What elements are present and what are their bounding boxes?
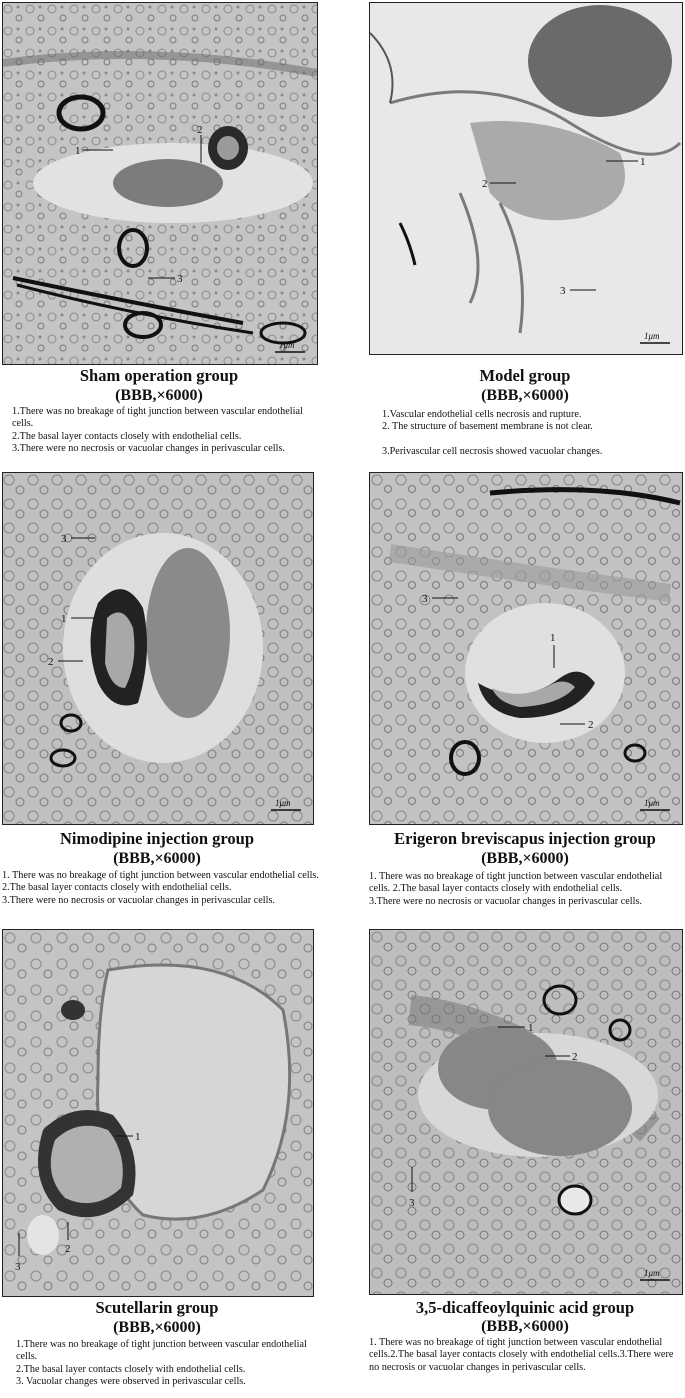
panel-title-scutellarin: Scutellarin group <box>95 1298 219 1317</box>
note-1: 1.There was no breakage of tight junction between vascular endothelial cells. <box>12 406 303 430</box>
panel-title-nimodipine: Nimodipine injection group <box>59 829 255 848</box>
note-1: 1.Vascular endothelial cells necrosis and rupture. <box>382 409 582 420</box>
marker-1: 1 <box>528 1022 534 1034</box>
panel-subtitle-dicaffeoylquinic: (BBB,×6000) <box>481 1318 569 1335</box>
scale-bar-label: 1μm <box>275 798 291 808</box>
micrograph-model <box>369 2 683 355</box>
micrograph-scutellarin <box>2 929 314 1297</box>
note-3: 3. Vacuolar changes were observed in perivascular cells. <box>16 1376 246 1388</box>
marker-2: 2 <box>65 1243 71 1255</box>
note-3: 3.There were no necrosis or vacuolar changes in perivascular cells. <box>12 443 285 455</box>
panel-title-model: Model group <box>479 366 571 385</box>
panel-subtitle-nimodipine: (BBB,×6000) <box>113 850 201 867</box>
panel-notes-erigeron <box>369 871 683 908</box>
note-2: 2.The basal layer contacts closely with endothelial cells. <box>12 430 242 442</box>
panel-notes-nimodipine <box>2 870 322 907</box>
panel-notes-scutellarin <box>16 1339 321 1389</box>
note-2: 2. The structure of basement membrane is not clear. <box>382 421 593 433</box>
marker-1: 1 <box>75 145 81 157</box>
panel-title-dicaffeoylquinic: 3,5-dicaffeoylquinic acid group <box>415 1298 635 1317</box>
note-1: 1. There was no breakage of tight junction between vascular endothelial cells. 2.The basal layer contacts closely with endothelial cells. <box>369 871 663 895</box>
panel-subtitle-erigeron: (BBB,×6000) <box>481 850 569 867</box>
note-3: 3.There were no necrosis or vacuolar changes in perivascular cells. <box>2 894 275 906</box>
note-2: 2.The basal layer contacts closely with endothelial cells. <box>16 1363 246 1375</box>
panel-notes-dicaffeoylquinic <box>369 1337 683 1374</box>
panel-subtitle-model: (BBB,×6000) <box>481 387 569 404</box>
panel-notes-sham <box>12 406 317 456</box>
micrograph-dicaffeoylquinic <box>369 929 683 1295</box>
panel-title-erigeron: Erigeron breviscapus injection group <box>394 829 656 848</box>
marker-2: 2 <box>482 178 488 190</box>
panel-notes-model <box>382 409 682 458</box>
panel-subtitle-scutellarin: (BBB,×6000) <box>113 1319 201 1336</box>
marker-1: 1 <box>640 156 646 168</box>
micrograph-nimodipine <box>2 472 314 825</box>
note-2: 2.The basal layer contacts closely with endothelial cells. <box>2 882 232 894</box>
marker-3: 3 <box>560 285 566 297</box>
note-3: 3.Perivascular cell necrosis showed vacuolar changes. <box>382 445 603 457</box>
marker-3: 2 <box>48 656 54 668</box>
marker-3: 3 <box>409 1197 415 1209</box>
scale-bar-label: 1μm <box>644 1268 660 1278</box>
note-1: 1. There was no breakage of tight junction between vascular endothelial cells.2.The basal layer contacts closely with endothelial cells.3.There were no necrosis or vacuolar changes in perivascular cells. <box>369 1337 674 1373</box>
marker-3: 3 <box>15 1261 21 1273</box>
marker-2: 2 <box>572 1051 578 1063</box>
note-2: 3.There were no necrosis or vacuolar changes in perivascular cells. <box>369 895 642 907</box>
scale-bar-label: 1μm <box>644 798 660 808</box>
micrograph-sham <box>2 2 318 365</box>
note-1: 1.There was no breakage of tight junction between vascular endothelial cells. <box>16 1339 307 1363</box>
marker-1: 3 <box>61 533 67 545</box>
panel-subtitle-sham: (BBB,×6000) <box>115 387 203 404</box>
marker-2: 2 <box>197 124 203 136</box>
marker-3: 3 <box>422 593 428 605</box>
marker-1: 1 <box>135 1131 141 1143</box>
panel-title-sham: Sham operation group <box>79 366 239 385</box>
marker-3: 3 <box>177 273 183 285</box>
marker-1: 1 <box>550 632 556 644</box>
marker-2: 2 <box>588 719 594 731</box>
marker-2: 1 <box>61 613 67 625</box>
note-1: 1. There was no breakage of tight junction between vascular endothelial cells. <box>2 870 319 881</box>
scale-bar-label: 1μm <box>644 331 660 341</box>
scale-bar-label: 1μm <box>279 340 295 350</box>
micrograph-erigeron <box>369 472 683 825</box>
